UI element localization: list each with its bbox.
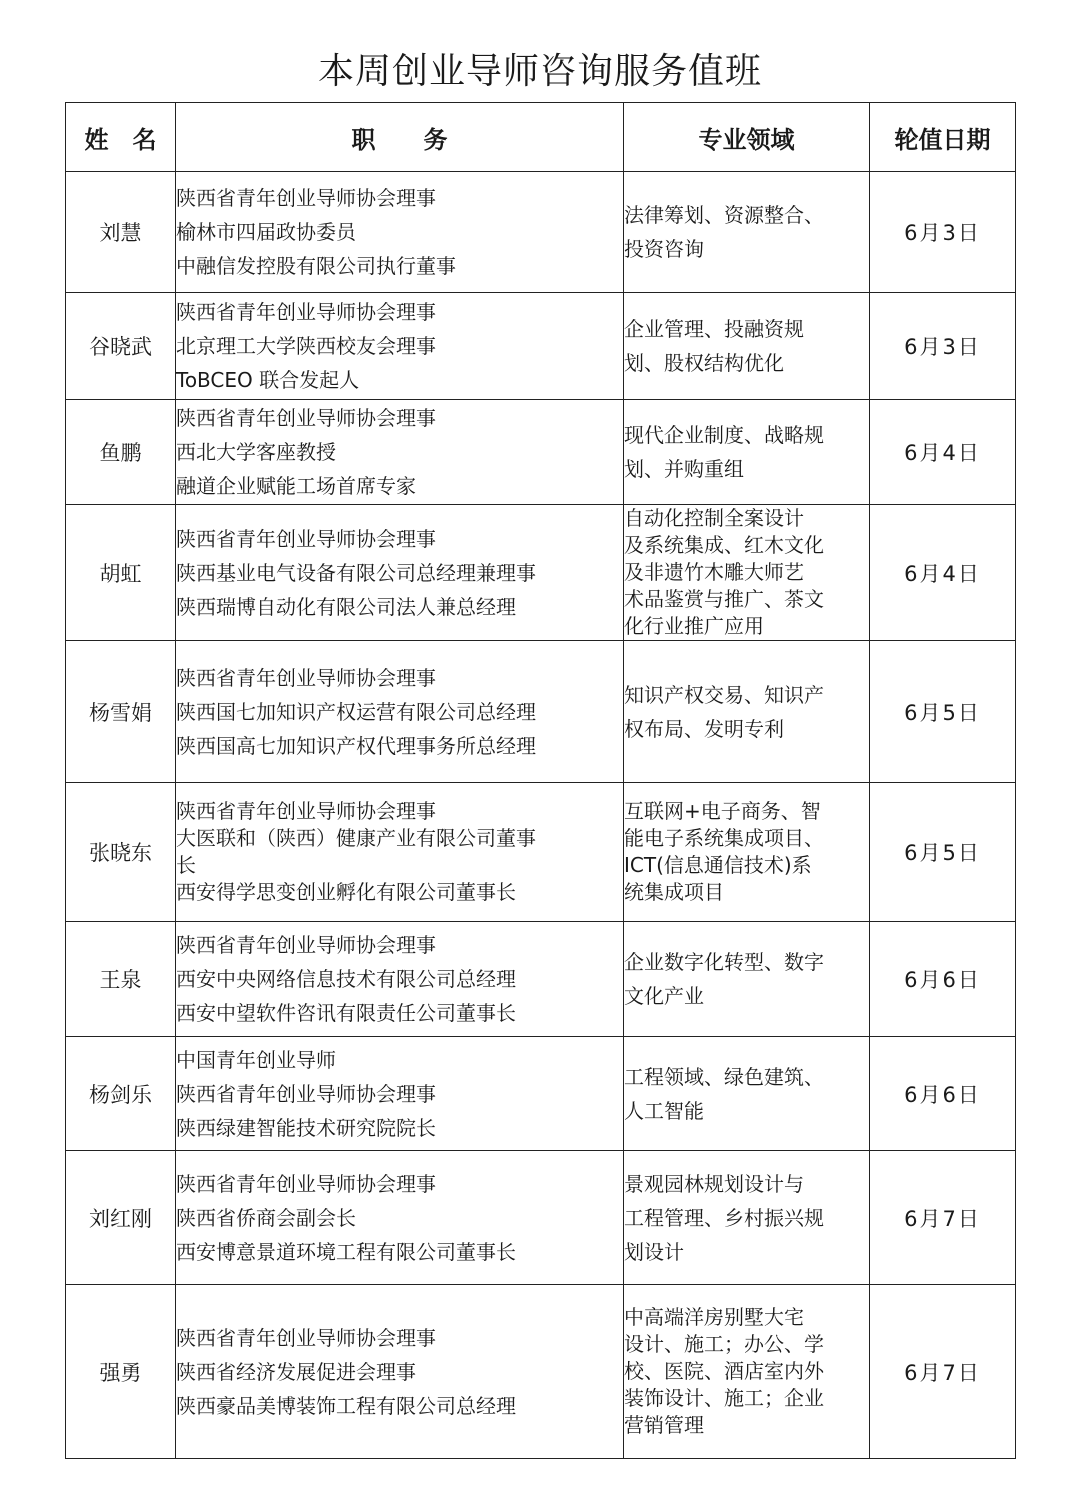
field-line: 设计、施工；办公、学 — [624, 1332, 824, 1356]
table-row — [66, 172, 1016, 293]
duty-date: 6月3日 — [870, 293, 1016, 400]
mentor-field — [624, 172, 870, 293]
table-row — [66, 922, 1016, 1037]
position-line: 陕西国七加知识产权运营有限公司总经理 — [176, 699, 536, 724]
table-row — [66, 505, 1016, 641]
table-row — [66, 641, 1016, 783]
header-name: 姓 名 — [66, 103, 176, 172]
field-line: 划设计 — [624, 1239, 684, 1264]
field-line: 划、并购重组 — [624, 457, 744, 481]
mentor-positions — [176, 1285, 624, 1459]
field-line: 中高端洋房别墅大宅 — [624, 1305, 804, 1329]
position-line: 陕西豪品美博装饰工程有限公司总经理 — [176, 1393, 516, 1418]
header-field: 专业领域 — [624, 103, 870, 172]
field-line: 知识产权交易、知识产 — [624, 682, 824, 707]
table-body — [66, 172, 1016, 1459]
mentor-positions — [176, 400, 624, 505]
table-row — [66, 1037, 1016, 1151]
field-line: 企业数字化转型、数字 — [624, 950, 824, 974]
duty-date: 6月7日 — [870, 1151, 1016, 1285]
mentor-positions — [176, 293, 624, 400]
mentor-positions — [176, 505, 624, 641]
field-line: 人工智能 — [624, 1098, 704, 1123]
mentor-field — [624, 505, 870, 641]
position-line: 融道企业赋能工场首席专家 — [176, 474, 416, 498]
field-line: 投资咨询 — [624, 237, 704, 261]
duty-date: 6月5日 — [870, 641, 1016, 783]
mentor-name: 杨雪娟 — [66, 641, 176, 783]
position-line: 陕西省青年创业导师协会理事 — [176, 300, 436, 324]
position-line: 陕西国高七加知识产权代理事务所总经理 — [176, 733, 536, 758]
header-row — [66, 103, 1016, 172]
position-line: 陕西省侨商会副会长 — [176, 1205, 356, 1230]
field-line: 术品鉴赏与推广、茶文 — [624, 587, 824, 611]
mentor-field — [624, 1151, 870, 1285]
mentor-positions — [176, 1037, 624, 1151]
header-position: 职 务 — [176, 103, 624, 172]
mentor-positions — [176, 1151, 624, 1285]
mentor-name: 谷晓武 — [66, 293, 176, 400]
position-line: 西安中央网络信息技术有限公司总经理 — [176, 967, 516, 991]
table-row — [66, 1151, 1016, 1285]
field-line: 能电子系统集成项目、 — [624, 826, 824, 850]
field-line: 互联网+电子商务、智 — [624, 799, 821, 823]
position-line: 陕西瑞博自动化有限公司法人兼总经理 — [176, 594, 516, 619]
position-line: 西北大学客座教授 — [176, 440, 336, 464]
mentor-field — [624, 293, 870, 400]
mentor-name: 刘慧 — [66, 172, 176, 293]
position-line: 陕西省青年创业导师协会理事 — [176, 665, 436, 690]
duty-date: 6月6日 — [870, 1037, 1016, 1151]
duty-date: 6月4日 — [870, 505, 1016, 641]
position-line: 中国青年创业导师 — [176, 1047, 336, 1072]
mentor-field — [624, 641, 870, 783]
duty-date: 6月5日 — [870, 783, 1016, 922]
field-line: 装饰设计、施工；企业 — [624, 1386, 824, 1410]
mentor-field — [624, 783, 870, 922]
position-line: 中融信发控股有限公司执行董事 — [176, 254, 456, 278]
position-line: 北京理工大学陕西校友会理事 — [176, 334, 436, 358]
duty-table — [65, 102, 1016, 1459]
field-line: 自动化控制全案设计 — [624, 506, 804, 530]
mentor-field — [624, 1285, 870, 1459]
field-line: 工程管理、乡村振兴规 — [624, 1205, 824, 1230]
header-date: 轮值日期 — [870, 103, 1016, 172]
mentor-name: 刘红刚 — [66, 1151, 176, 1285]
mentor-name: 王泉 — [66, 922, 176, 1037]
duty-date: 6月7日 — [870, 1285, 1016, 1459]
mentor-field — [624, 922, 870, 1037]
field-line: 校、医院、酒店室内外 — [624, 1359, 824, 1383]
position-line: 西安中望软件咨讯有限责任公司董事长 — [176, 1001, 516, 1025]
mentor-name: 鱼鹏 — [66, 400, 176, 505]
table-row — [66, 1285, 1016, 1459]
mentor-positions — [176, 172, 624, 293]
position-line: 榆林市四届政协委员 — [176, 220, 356, 244]
mentor-positions — [176, 783, 624, 922]
field-line: 统集成项目 — [624, 880, 724, 904]
mentor-field — [624, 1037, 870, 1151]
position-line: 陕西省青年创业导师协会理事 — [176, 526, 436, 551]
duty-date: 6月6日 — [870, 922, 1016, 1037]
position-line: 长 — [176, 853, 196, 877]
position-line: 陕西省青年创业导师协会理事 — [176, 933, 436, 957]
field-line: 企业管理、投融资规 — [624, 317, 804, 341]
field-line: 化行业推广应用 — [624, 614, 764, 638]
position-line: 陕西省青年创业导师协会理事 — [176, 1081, 436, 1106]
position-line: 陕西省青年创业导师协会理事 — [176, 1325, 436, 1350]
position-line: 陕西省经济发展促进会理事 — [176, 1359, 416, 1384]
mentor-name: 杨剑乐 — [66, 1037, 176, 1151]
page-title: 本周创业导师咨询服务值班 — [317, 51, 762, 92]
field-line: 营销管理 — [624, 1413, 704, 1437]
position-line: ToBCEO 联合发起人 — [176, 368, 360, 392]
duty-date: 6月4日 — [870, 400, 1016, 505]
position-line: 陕西省青年创业导师协会理事 — [176, 799, 436, 823]
field-line: 现代企业制度、战略规 — [624, 423, 824, 447]
position-line: 陕西绿建智能技术研究院院长 — [176, 1115, 436, 1140]
field-line: 及系统集成、红木文化 — [624, 533, 824, 557]
field-line: 权布局、发明专利 — [624, 716, 784, 741]
table-row — [66, 400, 1016, 505]
mentor-name: 张晓东 — [66, 783, 176, 922]
field-line: 文化产业 — [624, 984, 704, 1008]
position-line: 陕西省青年创业导师协会理事 — [176, 406, 436, 430]
mentor-field — [624, 400, 870, 505]
field-line: 法律筹划、资源整合、 — [624, 203, 824, 227]
mentor-name: 强勇 — [66, 1285, 176, 1459]
position-line: 陕西省青年创业导师协会理事 — [176, 186, 436, 210]
mentor-positions — [176, 641, 624, 783]
position-line: 西安得学思变创业孵化有限公司董事长 — [176, 880, 516, 904]
table-row — [66, 293, 1016, 400]
table-row — [66, 783, 1016, 922]
position-line: 西安博意景道环境工程有限公司董事长 — [176, 1239, 516, 1264]
field-line: ICT(信息通信技术)系 — [624, 853, 812, 877]
mentor-positions — [176, 922, 624, 1037]
field-line: 景观园林规划设计与 — [624, 1171, 804, 1196]
mentor-name: 胡虹 — [66, 505, 176, 641]
position-line: 大医联和（陕西）健康产业有限公司董事 — [176, 826, 536, 850]
field-line: 划、股权结构优化 — [624, 351, 784, 375]
field-line: 及非遗竹木雕大师艺 — [624, 560, 804, 584]
position-line: 陕西省青年创业导师协会理事 — [176, 1171, 436, 1196]
field-line: 工程领域、绿色建筑、 — [624, 1064, 824, 1089]
position-line: 陕西基业电气设备有限公司总经理兼理事 — [176, 560, 536, 585]
duty-date: 6月3日 — [870, 172, 1016, 293]
